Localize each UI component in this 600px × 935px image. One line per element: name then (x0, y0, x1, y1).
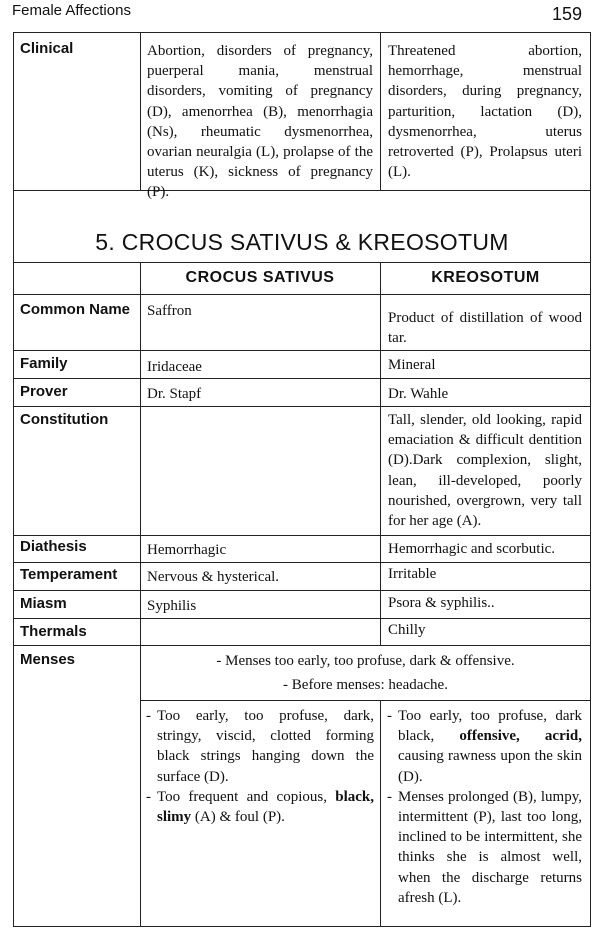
rule-after-constitution (13, 535, 591, 536)
rule-after-temperament (13, 590, 591, 591)
menses-kreosotum-item: - Menses prolonged (B), lumpy, intermittent (P), last too long, inclined to be intermittent, she thinks she is almost well, when the discharge returns afresh (L). (385, 787, 582, 908)
divider-clinical-1 (140, 32, 141, 190)
rule-after-thermals (13, 645, 591, 646)
rule-after-prover (13, 406, 591, 407)
label-common-name: Common Name (20, 301, 131, 318)
menses-kreosotum-item (385, 706, 582, 787)
column-head-kreosotum: KREOSOTUM (431, 269, 540, 286)
family-kreosotum: Mineral (388, 357, 436, 373)
menses-kreosotum-list (385, 706, 582, 908)
prover-crocus: Dr. Stapf (147, 386, 202, 402)
diathesis-crocus: Hemorrhagic (147, 542, 227, 558)
rule-after-family (13, 378, 591, 379)
rule-after-section-title (13, 262, 591, 263)
menses-kreosotum-text: causing rawness upon the skin (D). (398, 748, 582, 785)
label-constitution: Constitution (20, 411, 109, 428)
page-number: 159 (551, 4, 582, 24)
common-name-crocus: Saffron (147, 303, 192, 319)
menses-common-line-1: - Menses too early, too profuse, dark & offensive. (216, 653, 515, 669)
menses-crocus-item (144, 787, 374, 827)
rule-after-miasm (13, 618, 591, 619)
menses-crocus-item: - Too early, too profuse, dark, stringy, viscid, clotted forming black strings hanging down the surface (D). (144, 706, 374, 787)
constitution-kreosotum: Tall, slender, old looking, rapid emaciation & difficult dentition (D).Dark complexion, slight, lean, ill-developed, poorly nourished, overgrown, very tall for her age (A). (388, 412, 582, 530)
label-thermals: Thermals (20, 623, 87, 640)
divider-clinical-2 (380, 32, 381, 190)
label-temperament: Temperament (20, 566, 118, 583)
menses-kreosotum (385, 706, 582, 908)
miasm-kreosotum: Psora & syphilis.. (388, 595, 495, 611)
label-diathesis: Diathesis (20, 538, 87, 555)
miasm-crocus: Syphilis (147, 598, 197, 614)
menses-crocus (144, 706, 374, 827)
divider-rows-2 (380, 262, 381, 645)
label-clinical: Clinical (20, 40, 74, 57)
rule-after-column-heads (13, 294, 591, 295)
menses-crocus-list (144, 706, 374, 827)
clinical-crocus: Abortion, disorders of pregnancy, puerperal mania, menstrual disorders, vomiting of pregnancy (D), amenorrhea (B), menorrhagia (Ns), rheumatic dysmenorrhea, ovarian neuralgia (L), prolapse of the uterus (K), sickness of pregnancy (P). (147, 43, 373, 201)
running-title: Female Affections (12, 2, 131, 19)
menses-common-line-2: - Before menses: headache. (283, 677, 448, 693)
divider-menses-2 (380, 700, 381, 927)
menses-crocus-text: (A) & foul (P). (191, 809, 285, 826)
rule-after-common-name (13, 350, 591, 351)
menses-crocus-bold: black, slimy (157, 788, 374, 826)
section-title: 5. CROCUS SATIVUS & KREOSOTUM (95, 229, 509, 255)
temperament-kreosotum: Irritable (388, 566, 437, 582)
menses-kreosotum-bold: offensive, acrid, (459, 728, 582, 745)
clinical-kreosotum: Threatened abortion, hemorrhage, menstrual disorders, during pregnancy, parturition, lactation (D), dysmenorrhea, uterus retroverted (P), Prolapsus uteri (L). (388, 43, 582, 181)
family-crocus: Iridaceae (147, 359, 202, 375)
thermals-kreosotum: Chilly (388, 622, 426, 638)
rule-after-diathesis (13, 562, 591, 563)
menses-crocus-text: Too frequent and copious, (157, 788, 336, 805)
column-head-crocus: CROCUS SATIVUS (185, 269, 335, 286)
rule-menses-split (140, 700, 591, 701)
common-name-kreosotum: Product of distillation of wood tar. (388, 310, 582, 347)
label-miasm: Miasm (20, 595, 67, 612)
label-prover: Prover (20, 383, 68, 400)
temperament-crocus: Nervous & hysterical. (147, 569, 280, 585)
menses-kreosotum-text: Too early, too profuse, dark black, (398, 708, 582, 745)
divider-rows-1 (140, 262, 141, 645)
prover-kreosotum: Dr. Wahle (388, 386, 449, 402)
label-family: Family (20, 355, 68, 372)
label-menses: Menses (20, 651, 76, 668)
diathesis-kreosotum: Hemorrhagic and scorbutic. (388, 541, 556, 557)
